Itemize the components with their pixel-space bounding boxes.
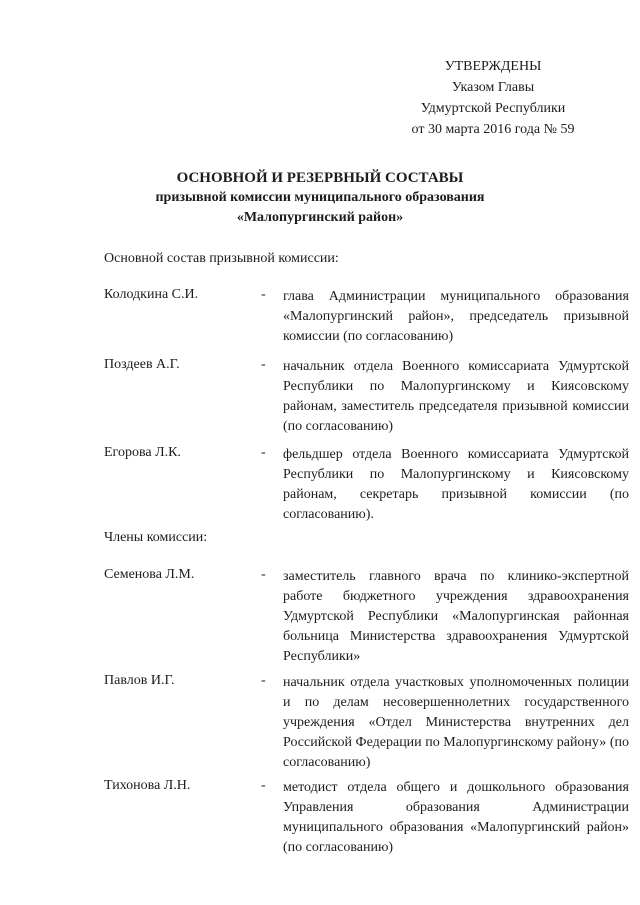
member-name: Колодкина С.И. [104, 287, 199, 302]
separator-dash: - [261, 445, 266, 460]
members-section-label: Члены комиссии: [104, 530, 208, 545]
member-role: фельдшер отдела Военного комиссариата Удмуртской Республики по Малопургинскому и Киясовскому районам, секретарь призывной комиссии (по согласованию). [283, 447, 629, 522]
separator-dash: - [261, 778, 266, 793]
member-role: заместитель главного врача по клинико-экспертной работе бюджетного учреждения здравоохранения Удмуртской Республики «Малопургинская районная больница Министерства здравоохранения Удмуртской Республики» [283, 569, 629, 664]
separator-dash: - [261, 567, 266, 582]
separator-dash: - [261, 357, 266, 372]
approval-stamp [378, 56, 608, 140]
member-name: Егорова Л.К. [104, 445, 181, 460]
document-title [40, 168, 600, 228]
member-name: Тихонова Л.Н. [104, 778, 191, 793]
member-role: начальник отдела участковых уполномоченных полиции и по делам несовершеннолетних государственного учреждения «Отдел Министерства внутренних дел Российской Федерации по Малопургинскому району» (по согласованию) [283, 675, 629, 770]
member-name: Павлов И.Г. [104, 673, 175, 688]
title-line-1: ОСНОВНОЙ И РЕЗЕРВНЫЙ СОСТАВЫ [176, 170, 464, 186]
member-name: Поздеев А.Г. [104, 357, 180, 372]
approval-authority: Указом Главы [451, 80, 535, 95]
member-name: Семенова Л.М. [104, 567, 195, 582]
approval-date: от 30 марта 2016 года № 59 [411, 122, 575, 137]
member-role: методист отдела общего и дошкольного образования Управления образования Администрации муниципального образования «Малопургинский район» (по согласованию) [283, 780, 629, 855]
main-section-label: Основной состав призывной комиссии: [104, 251, 339, 266]
title-line-3: «Малопургинский район» [236, 210, 404, 225]
member-role: начальник отдела Военного комиссариата Удмуртской Республики по Малопургинскому и Киясовскому районам, заместитель председателя призывной комиссии (по согласованию) [283, 359, 629, 434]
approval-status: УТВЕРЖДЕНЫ [444, 59, 542, 74]
member-role: глава Администрации муниципального образования «Малопургинский район», председатель призывной комиссии (по согласованию) [283, 289, 629, 344]
separator-dash: - [261, 673, 266, 688]
approval-region: Удмуртской Республики [420, 101, 566, 116]
title-line-2: призывной комиссии муниципального образования [155, 190, 485, 205]
separator-dash: - [261, 287, 266, 302]
